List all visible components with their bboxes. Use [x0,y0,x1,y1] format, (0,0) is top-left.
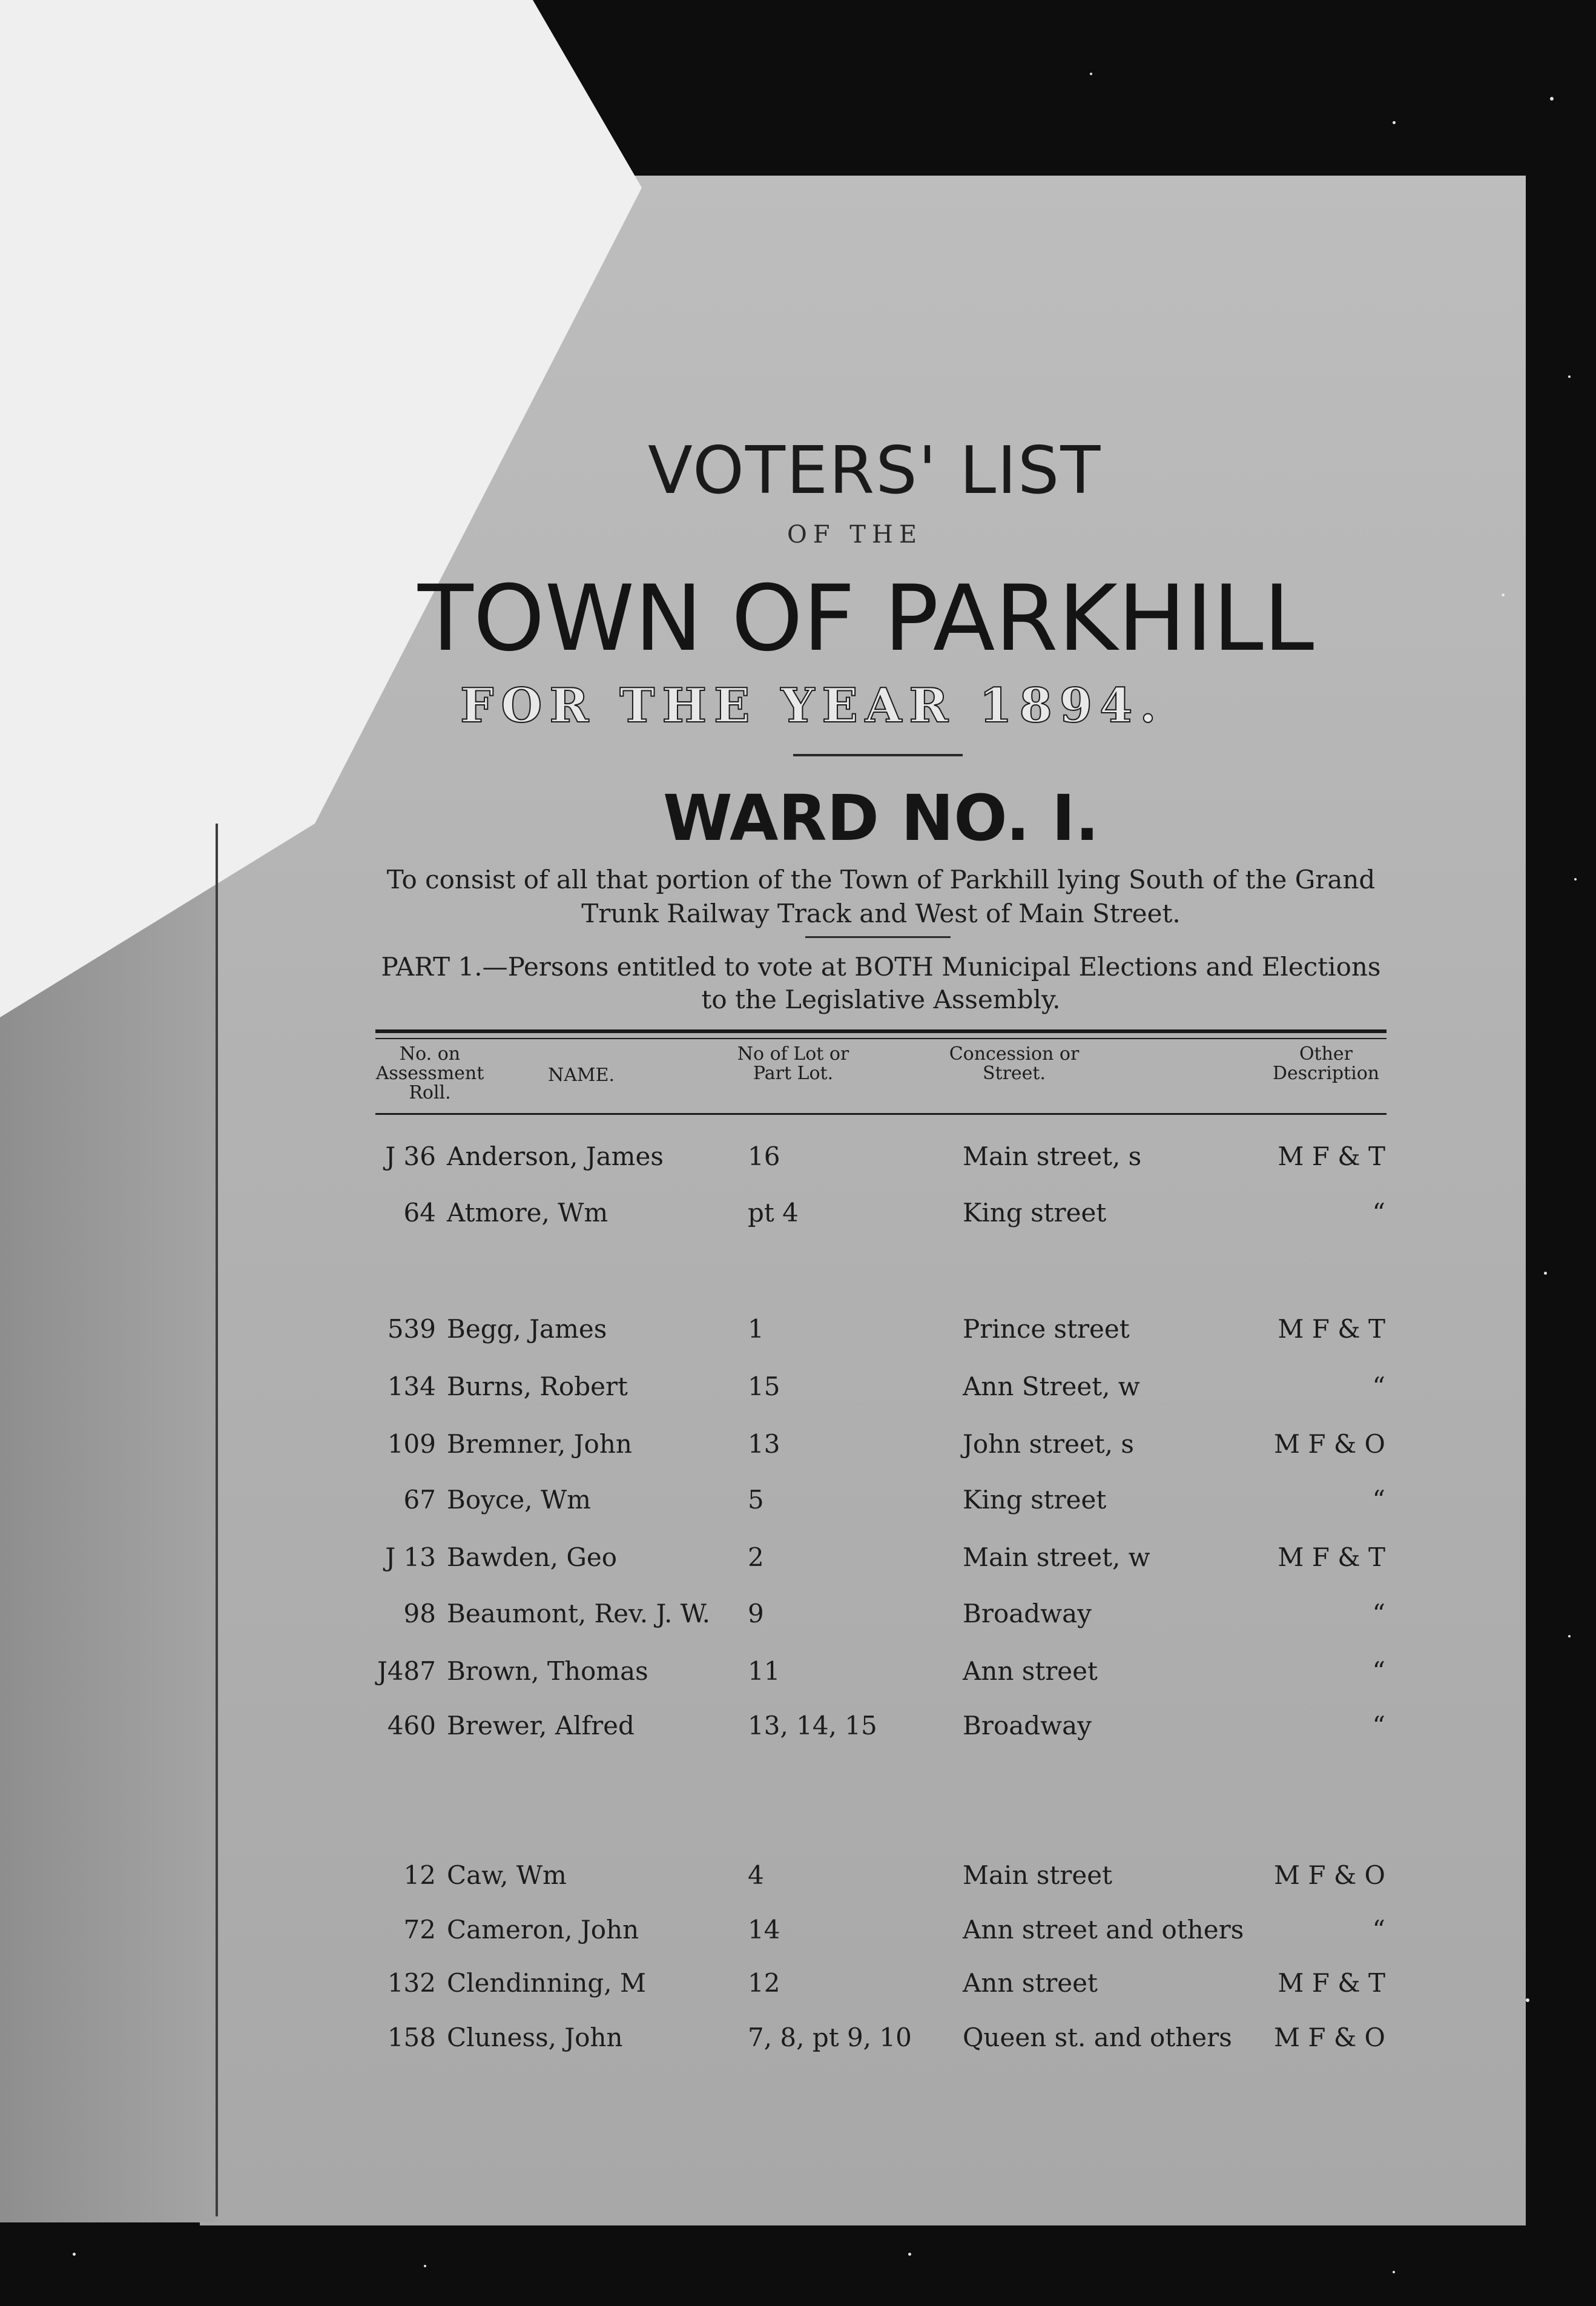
cell-lot: 16 [748,1141,780,1171]
cell-name: Cluness, John [447,2023,623,2052]
cell-lot: 2 [748,1542,764,1572]
col-header-lot: No of Lot or Part Lot. [737,1043,849,1084]
film-speck [1526,1998,1529,2002]
cell-other: “ [1372,1485,1385,1515]
film-speck [1393,2271,1395,2273]
cell-street: King street [963,1198,1107,1227]
cell-roll: 67 [403,1485,436,1515]
cell-name: Begg, James [447,1314,607,1344]
cell-street: Ann street [963,1968,1098,1998]
cell-name: Caw, Wm [447,1860,567,1890]
cell-name: Beaumont, Rev. J. W. [447,1599,710,1628]
cell-street: Broadway [963,1711,1092,1740]
cell-roll: 109 [387,1429,436,1459]
cell-lot: 14 [748,1915,780,1944]
cell-name: Boyce, Wm [447,1485,591,1515]
cell-street: Broadway [963,1599,1092,1628]
cell-street: Ann Street, w [963,1372,1140,1401]
document-title: VOTERS' LIST [648,433,1102,509]
cell-street: Main street, w [963,1542,1150,1572]
cell-lot: 11 [748,1656,780,1686]
cell-name: Cameron, John [447,1915,639,1944]
cell-roll: 460 [387,1711,436,1740]
cell-lot: 13 [748,1429,780,1459]
town-name: TOWN OF PARKHILL [418,566,1314,672]
film-speck [1502,593,1505,596]
title-of-the: OF THE [787,521,923,549]
film-speck [1568,1635,1571,1637]
cell-name: Bremner, John [447,1429,632,1459]
cell-name: Brown, Thomas [447,1656,648,1686]
cell-other: M F & T [1278,1141,1385,1171]
cell-lot: 15 [748,1372,780,1401]
cell-street: Ann street and others [963,1915,1244,1944]
cell-street: Queen st. and others [963,2023,1232,2052]
col-header-roll: No. on Assessment Roll. [375,1043,484,1103]
table-rule [375,1029,1387,1033]
ward-heading: WARD NO. I. [663,781,1100,855]
part-heading: PART 1.—Persons entitled to vote at BOTH Municipal Elections and Elections to the Legislative Assembly. [381,952,1381,1014]
cell-other: “ [1372,1372,1385,1401]
ward-description: To consist of all that portion of the Town of Parkhill lying South of the Grand Trunk Railway Track and West of Main Street. [386,865,1376,928]
cell-other: M F & O [1273,1429,1385,1459]
cell-name: Bawden, Geo [447,1542,618,1572]
page-fold-line [216,824,218,2216]
cell-roll: J 36 [385,1141,436,1171]
cell-street: Main street [963,1860,1112,1890]
cell-street: Prince street [963,1314,1130,1344]
col-header-street: Concession or Street. [949,1043,1080,1084]
cell-other: M F & O [1273,2023,1385,2052]
cell-name: Burns, Robert [447,1372,628,1401]
film-speck [1090,73,1092,75]
film-speck [1544,1272,1547,1275]
cell-roll: 12 [403,1860,436,1890]
cell-other: “ [1372,1711,1385,1740]
cell-roll: 98 [403,1599,436,1628]
divider [793,754,963,756]
cell-other: “ [1372,1599,1385,1628]
cell-roll: 64 [403,1198,436,1227]
table-rule [375,1113,1387,1115]
film-speck [424,2265,426,2267]
col-header-name: NAME. [547,1065,615,1086]
cell-other: “ [1372,1198,1385,1227]
cell-other: M F & T [1278,1314,1385,1344]
cell-lot: 4 [748,1860,764,1890]
cell-lot: 9 [748,1599,764,1628]
col-header-other: Other Description [1272,1043,1380,1084]
cell-roll: J 13 [385,1542,436,1572]
cell-name: Anderson, James [447,1141,664,1171]
cell-street: John street, s [963,1429,1134,1459]
cell-street: King street [963,1485,1107,1515]
cell-name: Brewer, Alfred [447,1711,635,1740]
cell-roll: 72 [403,1915,436,1944]
cell-other: M F & O [1273,1860,1385,1890]
table-rule [375,1038,1387,1039]
cell-lot: 12 [748,1968,780,1998]
cell-other: “ [1372,1915,1385,1944]
page-shadow [0,787,218,2222]
cell-lot: 1 [748,1314,764,1344]
film-speck [908,2253,911,2256]
cell-roll: 132 [387,1968,436,1998]
cell-lot: 5 [748,1485,764,1515]
cell-other: M F & T [1278,1542,1385,1572]
cell-lot: pt 4 [748,1198,799,1227]
cell-roll: J487 [377,1656,436,1686]
divider [805,936,951,938]
cell-roll: 134 [387,1372,436,1401]
film-speck [1550,97,1554,101]
cell-other: “ [1372,1656,1385,1686]
cell-name: Clendinning, M [447,1968,646,1998]
film-speck [1574,878,1577,880]
cell-lot: 13, 14, 15 [748,1711,877,1740]
cell-other: M F & T [1278,1968,1385,1998]
cell-street: Ann street [963,1656,1098,1686]
cell-roll: 158 [387,2023,436,2052]
year-heading: FOR THE YEAR 1894. [460,678,1164,733]
film-speck [73,2253,76,2256]
cell-roll: 539 [387,1314,436,1344]
cell-street: Main street, s [963,1141,1142,1171]
cell-lot: 7, 8, pt 9, 10 [748,2023,912,2052]
film-speck [1568,375,1571,378]
cell-name: Atmore, Wm [447,1198,608,1227]
film-speck [1393,121,1396,124]
